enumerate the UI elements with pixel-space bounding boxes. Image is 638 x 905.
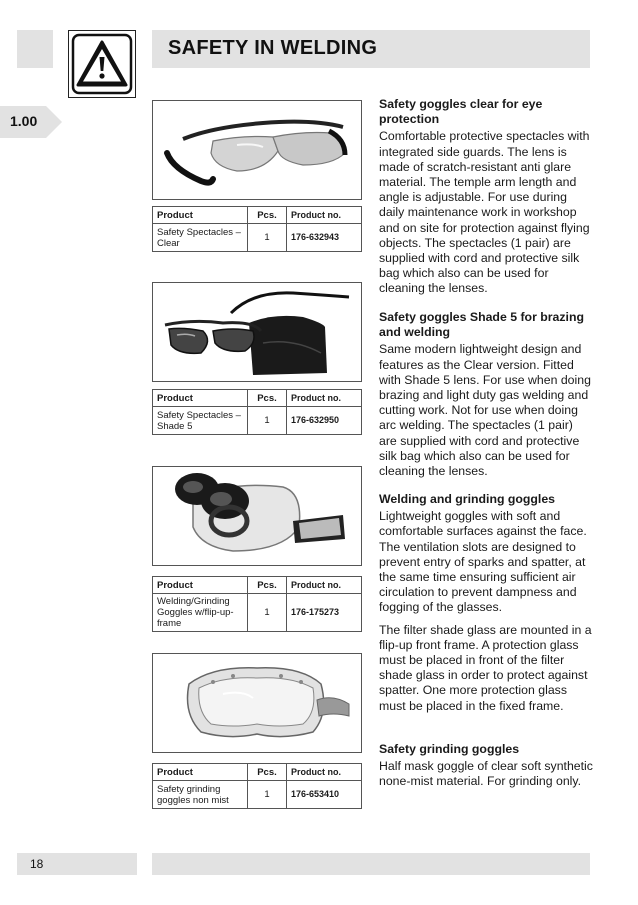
shade5-spectacles-with-bag-image	[153, 283, 361, 381]
product-table-grinding-goggles	[152, 763, 362, 809]
description-heading: Safety goggles clear for eye protection	[379, 97, 543, 127]
footer-right-bar	[152, 853, 590, 875]
flip-up-welding-goggles-image	[153, 467, 361, 565]
product-image-welding-goggles	[152, 466, 362, 566]
col-header-product-no: Product no.	[287, 390, 362, 407]
description-paragraph: The filter shade glass are mounted in a flip-up front frame. A protection glass must be placed in front of the filter shade glass in order to protect against spatter. One more protection glass must be placed in the fixed frame.	[379, 622, 592, 713]
description-welding-goggles	[379, 492, 593, 714]
product-number: 176-653410	[287, 781, 362, 809]
col-header-product-no: Product no.	[287, 577, 362, 594]
product-number: 176-632950	[287, 407, 362, 435]
product-image-clear-spectacles	[152, 100, 362, 200]
description-grinding-goggles	[379, 742, 593, 790]
col-header-product: Product	[153, 390, 248, 407]
header-left-tab	[17, 30, 53, 68]
section-number: 1.00	[10, 113, 38, 129]
page-title: SAFETY IN WELDING	[168, 37, 378, 59]
product-pcs: 1	[248, 224, 287, 252]
col-header-pcs: Pcs.	[248, 764, 287, 781]
product-table-shade5-spectacles	[152, 389, 362, 435]
description-shade5-goggles	[379, 310, 593, 479]
product-number: 176-175273	[287, 594, 362, 632]
product-pcs: 1	[248, 781, 287, 809]
description-heading: Safety grinding goggles	[379, 742, 520, 756]
product-image-shade5-spectacles	[152, 282, 362, 382]
col-header-pcs: Pcs.	[248, 577, 287, 594]
description-paragraph: Comfortable protective spectacles with integrated side guards. The lens is made of scratch-resistant anti glare material. The temple arm length and angle is adjustable. For use during daily maintenance work in workshop and on site for protection against flying objects. The spectacles (1 pair) are supplied with cord and protective silk bag which also can be used for cleaning the lenses.	[379, 129, 590, 296]
product-image-grinding-goggles	[152, 653, 362, 753]
grinding-goggles-image	[153, 654, 361, 752]
col-header-product: Product	[153, 764, 248, 781]
col-header-product-no: Product no.	[287, 207, 362, 224]
clear-safety-spectacles-image	[153, 101, 361, 199]
col-header-pcs: Pcs.	[248, 207, 287, 224]
product-name: Safety Spectacles – Clear	[153, 224, 248, 252]
warning-sign	[68, 30, 136, 98]
product-pcs: 1	[248, 594, 287, 632]
col-header-pcs: Pcs.	[248, 390, 287, 407]
description-paragraph: Same modern lightweight design and features as the Clear version. Fitted with Shade 5 lens. For use when doing brazing and light duty gas welding and cutting work. Not for use when doing arc welding. The spectacles (1 pair) are supplied with cord and protective silk bag which also can be used for cleaning the lenses.	[379, 342, 591, 479]
product-name: Welding/Grinding Goggles w/flip-up-frame	[153, 594, 248, 632]
col-header-product: Product	[153, 207, 248, 224]
product-number: 176-632943	[287, 224, 362, 252]
description-paragraph: Half mask goggle of clear soft synthetic none-mist material. For grinding only.	[379, 759, 593, 789]
product-table-clear-spectacles	[152, 206, 362, 252]
product-name: Safety Spectacles – Shade 5	[153, 407, 248, 435]
description-heading: Welding and grinding goggles	[379, 492, 556, 506]
description-clear-goggles	[379, 97, 593, 297]
product-pcs: 1	[248, 407, 287, 435]
col-header-product-no: Product no.	[287, 764, 362, 781]
product-name: Safety grinding goggles non mist	[153, 781, 248, 809]
page-number: 18	[30, 857, 44, 871]
description-paragraph: Lightweight goggles with soft and comfortable surfaces against the face. The ventilation slots are designed to prevent entry of sparks and spatter, at the same time ensuring sufficient air circulation to prevent dampness and fogging of the glasses.	[379, 509, 587, 615]
warning-triangle-icon	[71, 33, 133, 95]
product-table-welding-goggles	[152, 576, 362, 632]
col-header-product: Product	[153, 577, 248, 594]
description-heading: Safety goggles Shade 5 for brazing and welding	[379, 310, 584, 340]
